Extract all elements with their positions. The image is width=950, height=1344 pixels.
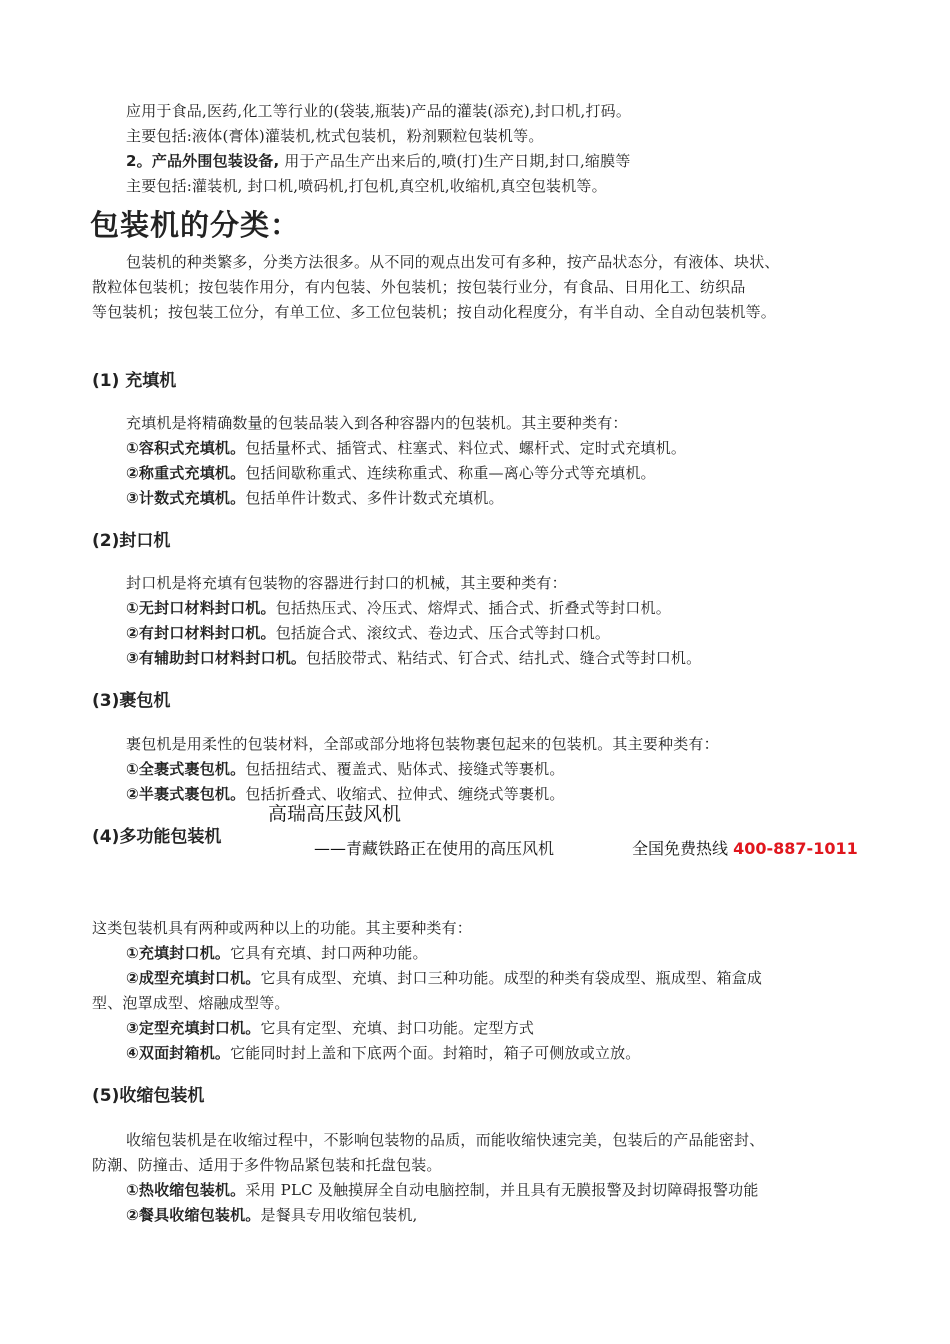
intro-line-3 — [126, 151, 631, 171]
intro-line-4: 主要包括:灌装机, 封口机,喷码机,打包机,真空机,收缩机,真空包装机等。 — [126, 177, 607, 195]
item-text: 型、泡罩成型、熔融成型等。 — [92, 994, 290, 1012]
item-label: ②半裹式裹包机。 — [126, 785, 246, 803]
item-text: 它具有定型、充填、封口功能。定型方式 — [260, 1019, 535, 1037]
intro-line-3-bold: 2。产品外围包装设备, — [126, 152, 280, 170]
classification-line-1: 包装机的种类繁多，分类方法很多。从不同的观点出发可有多种，按产品状态分，有液体、块状、 — [126, 253, 780, 271]
item-text: 包括胶带式、粘结式、钉合式、结扎式、缝合式等封口机。 — [306, 649, 702, 667]
item-label: ①容积式充填机。 — [126, 439, 246, 457]
item-label: ①无封口材料封口机。 — [126, 599, 276, 617]
section-1-intro: 充填机是将精确数量的包装品装入到各种容器内的包装机。其主要种类有： — [126, 414, 628, 432]
ad-phone: 400-887-1011 — [733, 839, 858, 858]
item-label: ③有辅助封口材料封口机。 — [126, 649, 307, 667]
item-text: 包括量杯式、插管式、柱塞式、料位式、螺杆式、定时式充填机。 — [245, 439, 687, 457]
section-5-line-2: 防潮、防撞击、适用于多件物品紧包装和托盘包装。 — [92, 1156, 442, 1174]
item-text: 包括折叠式、收缩式、拉伸式、缠绕式等裹机。 — [245, 785, 565, 803]
ad-subtitle: ——青藏铁路正在使用的高压风机 — [314, 839, 555, 858]
item-label: ①热收缩包装机。 — [126, 1181, 246, 1199]
classification-line-2: 散粒体包装机；按包装作用分，有内包装、外包装机；按包装行业分，有食品、日用化工、纺织品 — [92, 278, 746, 296]
item-text: 包括旋合式、滚纹式、卷边式、压合式等封口机。 — [275, 624, 611, 642]
item-text: 采用 PLC 及触摸屏全自动电脑控制，并且具有无膜报警及封切障碍报警功能 — [245, 1181, 759, 1199]
item-label: ③定型充填封口机。 — [126, 1019, 261, 1037]
section-2-item — [126, 623, 610, 643]
section-3-item — [126, 759, 565, 779]
item-text: 包括扭结式、覆盖式、贴体式、接缝式等裹机。 — [245, 760, 565, 778]
section-3-title: (3)裹包机 — [92, 691, 171, 711]
item-text: 它能同时封上盖和下底两个面。封箱时，箱子可侧放或立放。 — [230, 1044, 641, 1062]
ad-hotline — [632, 838, 858, 860]
intro-line-2: 主要包括:液体(膏体)灌装机,枕式包装机，粉剂颗粒包装机等。 — [126, 127, 544, 145]
classification-line-3: 等包装机；按包装工位分，有单工位、多工位包装机；按自动化程度分，有半自动、全自动包装机等。 — [92, 303, 777, 321]
item-text: 包括间歇称重式、连续称重式、称重—离心等分式等充填机。 — [245, 464, 656, 482]
section-5-item — [126, 1205, 418, 1225]
item-text: 包括单件计数式、多件计数式充填机。 — [245, 489, 504, 507]
section-5-line-1: 收缩包装机是在收缩过程中，不影响包装物的品质，而能收缩快速完美，包装后的产品能密封、 — [126, 1131, 765, 1149]
section-2-intro: 封口机是将充填有包装物的容器进行封口的机械，其主要种类有： — [126, 574, 567, 592]
page-heading: 包装机的分类： — [90, 208, 301, 242]
section-4-item-continued — [92, 993, 290, 1013]
section-3-intro: 裹包机是用柔性的包装材料，全部或部分地将包装物裹包起来的包装机。其主要种类有： — [126, 735, 719, 753]
section-5-item — [126, 1180, 759, 1200]
section-4-item — [126, 943, 428, 963]
section-2-item — [126, 598, 671, 618]
ad-hotline-label: 全国免费热线 — [632, 839, 729, 858]
intro-line-3-rest: 用于产品生产出来后的,喷(打)生产日期,封口,缩膜等 — [279, 152, 631, 170]
section-4-intro: 这类包装机具有两种或两种以上的功能。其主要种类有： — [92, 919, 473, 937]
item-label: ②餐具收缩包装机。 — [126, 1206, 261, 1224]
item-label: ②成型充填封口机。 — [126, 969, 261, 987]
item-text: 它具有成型、充填、封口三种功能。成型的种类有袋成型、瓶成型、箱盒成 — [260, 969, 763, 987]
item-label: ①全裹式裹包机。 — [126, 760, 246, 778]
section-1-item — [126, 463, 656, 483]
intro-line-1: 应用于食品,医药,化工等行业的(袋装,瓶装)产品的灌装(添充),封口机,打码。 — [126, 102, 632, 120]
item-text: 包括热压式、冷压式、熔焊式、插合式、折叠式等封口机。 — [275, 599, 671, 617]
item-label: ①充填封口机。 — [126, 944, 231, 962]
section-4-item — [126, 1043, 641, 1063]
section-4-item — [126, 968, 762, 988]
item-text: 它具有充填、封口两种功能。 — [230, 944, 428, 962]
item-label: ③计数式充填机。 — [126, 489, 246, 507]
section-1-title: (1) 充填机 — [92, 371, 177, 391]
section-1-item — [126, 438, 686, 458]
section-2-item — [126, 648, 701, 668]
section-2-title: (2)封口机 — [92, 531, 171, 551]
section-3-item — [126, 784, 565, 804]
section-4-title: (4)多功能包装机 — [92, 827, 222, 847]
section-4-item — [126, 1018, 534, 1038]
section-1-item — [126, 488, 504, 508]
item-label: ②有封口材料封口机。 — [126, 624, 276, 642]
section-5-title: (5)收缩包装机 — [92, 1086, 205, 1106]
item-label: ④双面封箱机。 — [126, 1044, 231, 1062]
item-text: 是餐具专用收缩包装机, — [260, 1206, 418, 1224]
ad-title: 高瑞高压鼓风机 — [268, 803, 402, 825]
item-label: ②称重式充填机。 — [126, 464, 246, 482]
